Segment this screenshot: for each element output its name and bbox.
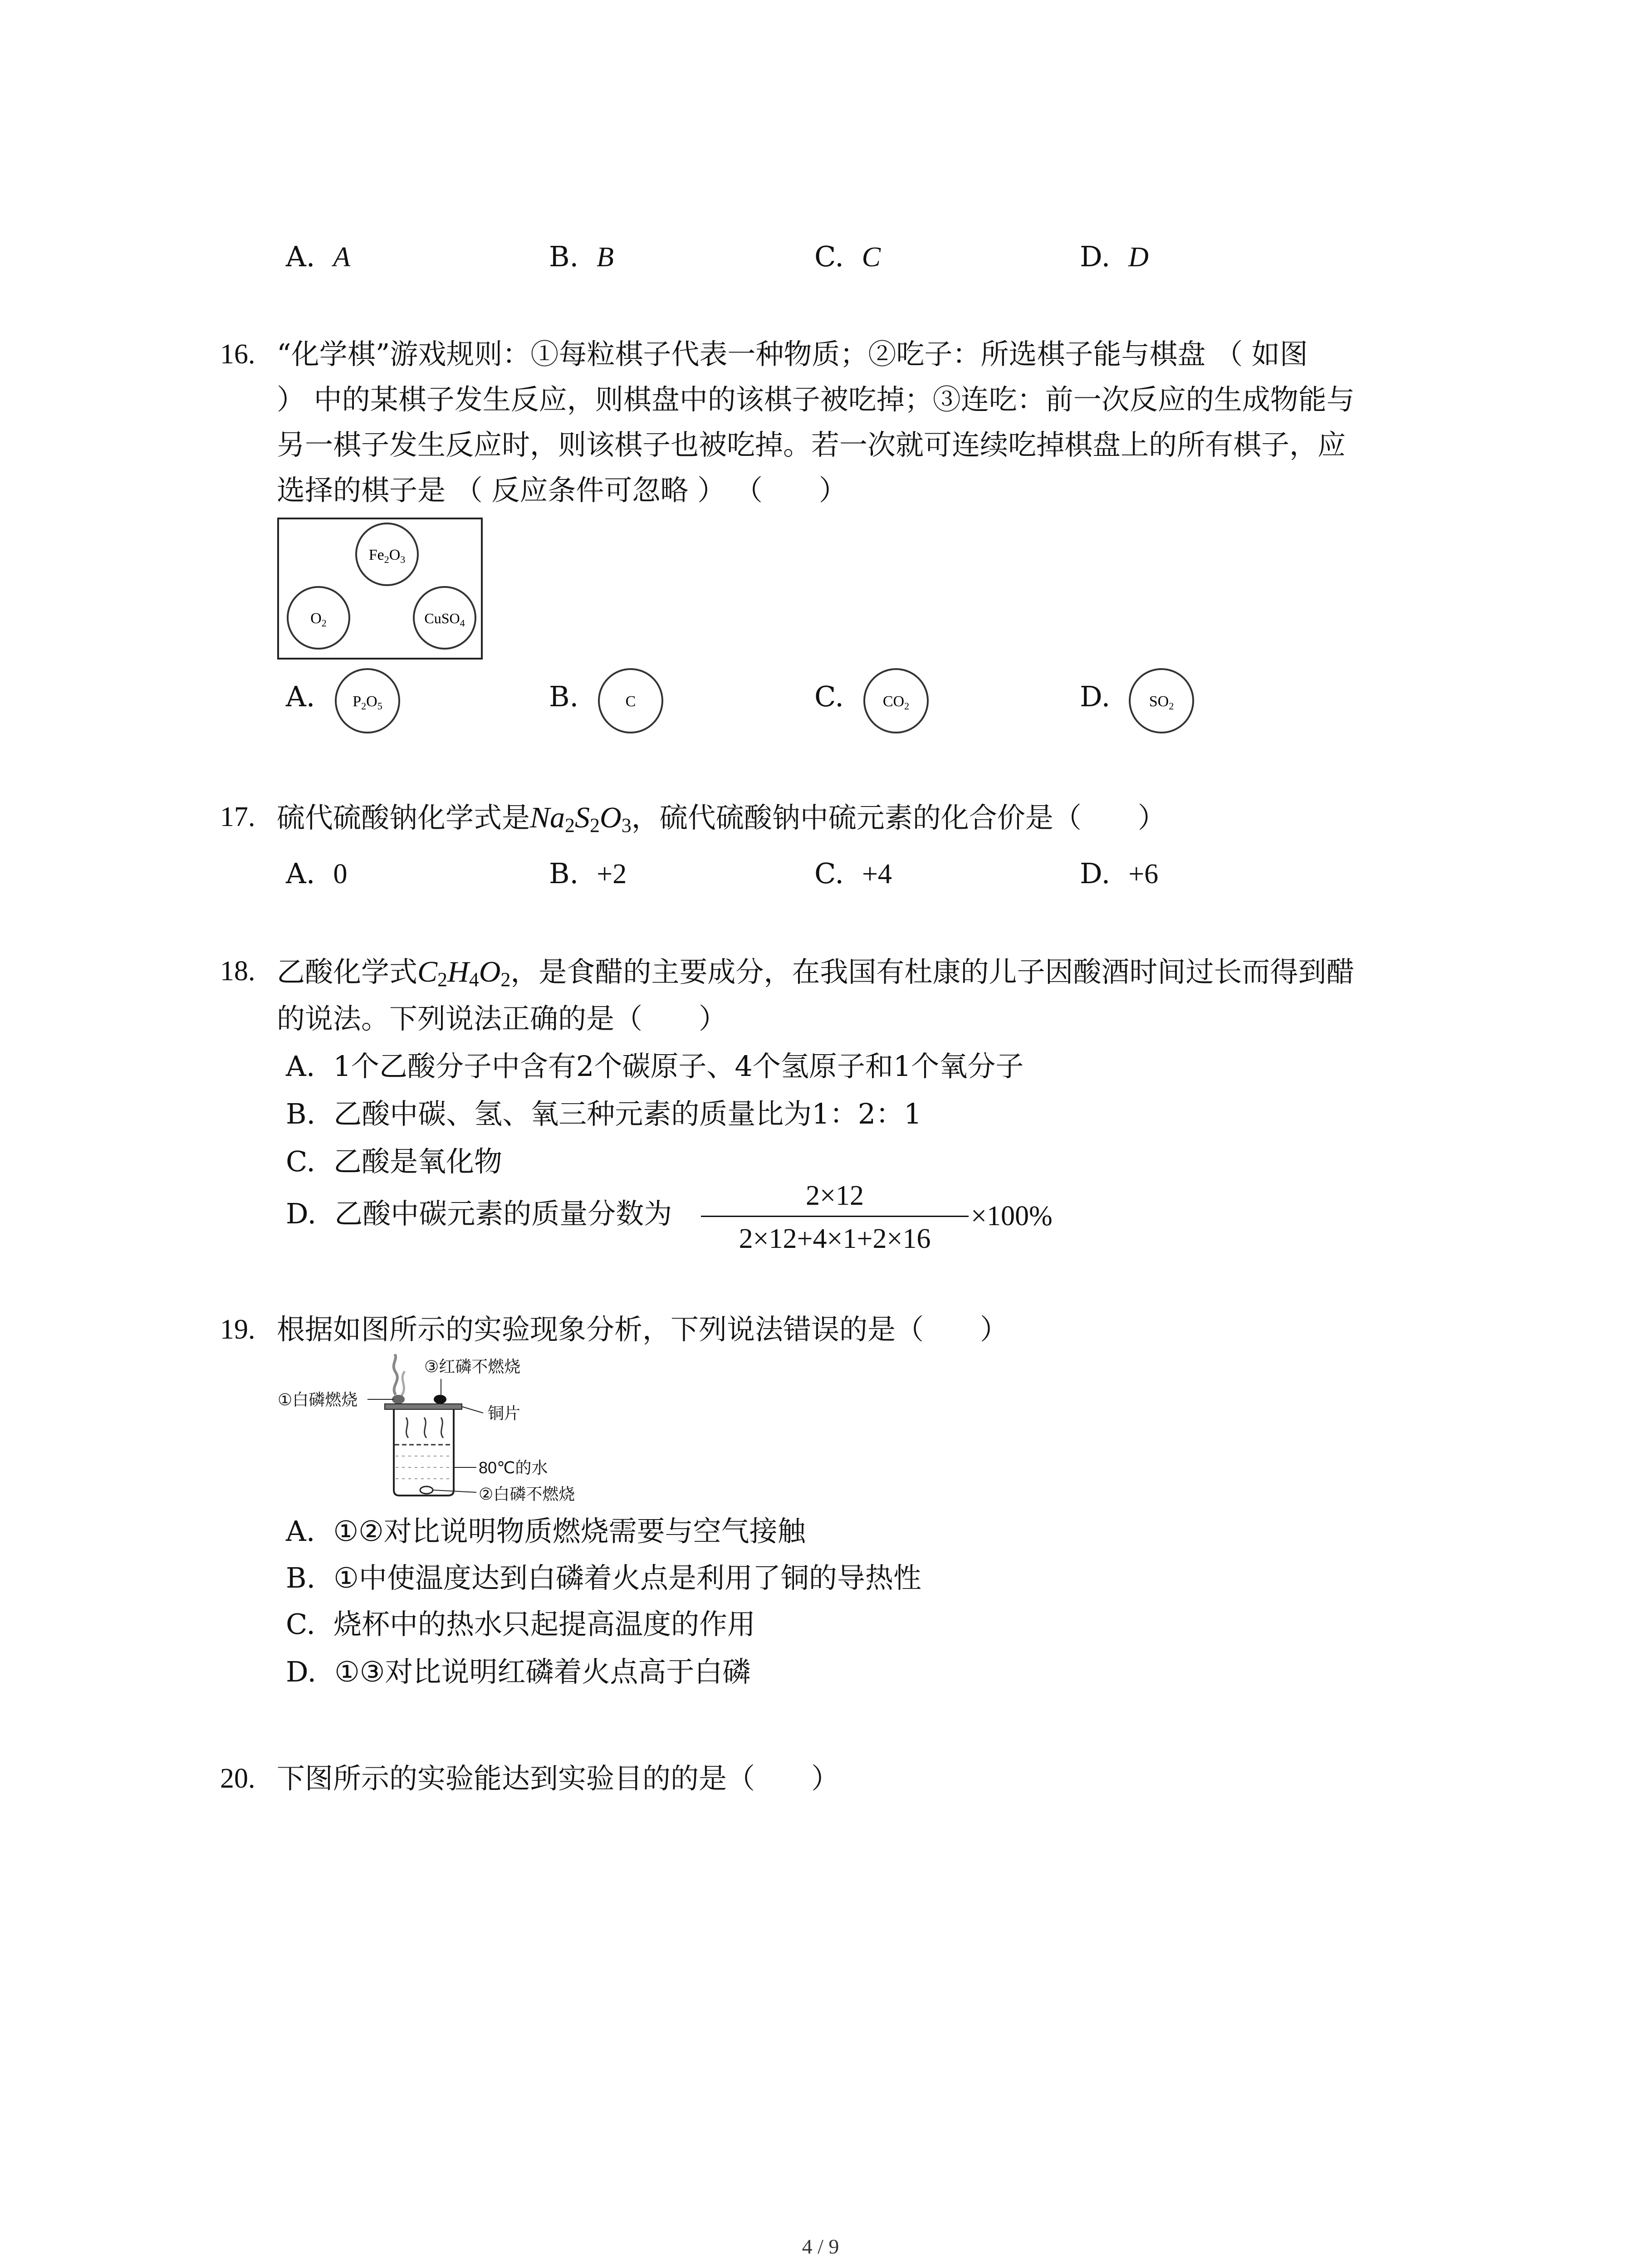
q18-formula: $C_2H_4O_2$ [417,955,511,991]
q16-option-b-letter: B. [549,680,579,713]
q19-option-c [286,1608,755,1641]
q16-number: 16. [220,339,255,370]
q15-option-d-text: D [1128,242,1149,273]
q19-option-d [286,1655,751,1688]
q18-option-b-letter: B. [286,1097,316,1130]
q17-option-a-text: 0 [333,859,348,890]
q15-option-b-text: B [597,242,614,273]
q18-stem [277,957,1354,990]
q18-line-2: 的说法。下列说法正确的是（ ） [277,1002,727,1035]
q19-option-a [286,1515,806,1548]
q16-line-1: “化学棋”游戏规则：①每粒棋子代表一种物质；②吃子：所选棋子能与棋盘 （ 如图 [277,337,1308,371]
q16-option-a-piece [331,667,404,735]
q18-option-b [286,1097,922,1130]
q18-option-c [286,1145,502,1178]
q19-label-red-phosphorus: ③红磷不燃烧 [424,1357,521,1376]
q19-white-phosphorus-burning [392,1395,405,1404]
q19-red-phosphorus [434,1395,446,1404]
q17-formula: $Na_2S_2O_3$ [530,801,632,836]
q15-option-c-text: C [862,242,881,273]
q19-stem: 根据如图所示的实验现象分析，下列说法错误的是（ ） [277,1313,1009,1346]
q17-option-d [1080,857,1159,890]
q15-option-d-letter: D. [1080,240,1111,273]
q17-option-c-letter: C. [814,857,844,890]
q16-board-label-left: $O_2$ [310,610,327,629]
q18-fraction-denominator: 2×12+4×1+2×16 [739,1223,931,1254]
q19-label-white-phosphorus-burns: ①白磷燃烧 [278,1390,358,1409]
q16-option-b-piece [594,667,667,735]
q18-option-a-text: 1个乙酸分子中含有2个碳原子、4个氢原子和1个氧分子 [333,1050,1024,1083]
q16-board-label-top: $Fe_2O_3$ [368,547,406,565]
q17-option-a [286,857,348,890]
q18-stem-before: 乙酸化学式 [277,955,418,988]
q17-option-c-text: +4 [862,859,892,890]
q19-option-d-text: ①③对比说明红磷着火点高于白磷 [334,1655,751,1688]
q16-line-4: 选择的棋子是 （ 反应条件可忽略 ） （ ） [277,474,847,507]
q19-label-water: 80℃的水 [479,1458,548,1477]
q18-option-d [286,1197,672,1230]
q18-number: 18. [220,956,255,987]
q17-option-d-letter: D. [1080,857,1111,890]
q16-option-a-label: $P_2O_5$ [353,693,382,712]
q16-option-d-piece [1125,667,1198,735]
q20-number: 20. [220,1763,255,1794]
q17-option-d-text: +6 [1128,859,1159,890]
q19-beaker [394,1409,454,1496]
q18-option-b-text: 乙酸中碳、氢、氧三种元素的质量比为1：2：1 [333,1097,922,1130]
q15-option-a-text: A [333,242,351,273]
q15-option-d [1080,240,1149,273]
q18-option-a [286,1050,1024,1083]
page-number: 4 / 9 [802,2235,839,2258]
q17-option-c [814,857,892,890]
q19-label-white-phosphorus-no-burn: ②白磷不燃烧 [479,1485,575,1503]
q19-option-d-letter: D. [286,1655,317,1688]
q19-option-a-text: ①②对比说明物质燃烧需要与空气接触 [333,1515,806,1548]
q17-option-a-letter: A. [286,857,315,890]
q17-option-b-text: +2 [597,859,627,890]
q20-stem: 下图所示的实验能达到实验目的的是（ ） [277,1762,840,1795]
q16-line-3: 另一棋子发生反应时，则该棋子也被吃掉。若一次就可连续吃掉棋盘上的所有棋子，应 [277,428,1346,461]
q19-option-b-text: ①中使温度达到白磷着火点是利用了铜的导热性 [333,1561,921,1594]
q17-stem-after: ，硫代硫酸钠中硫元素的化合价是（ ） [631,801,1166,834]
q18-option-a-letter: A. [286,1050,315,1083]
q15-option-b [549,240,614,273]
q16-board-figure [277,517,483,660]
q19-smoke [394,1354,397,1395]
q18-option-d-text: 乙酸中碳元素的质量分数为 [334,1197,672,1230]
q19-number: 19. [220,1314,255,1345]
q18-fraction-numerator: 2×12 [806,1180,864,1211]
q17-stem-before: 硫代硫酸钠化学式是 [277,801,530,834]
q16-option-c-letter: C. [814,680,844,713]
q15-option-c [814,240,881,273]
q19-option-b [286,1561,921,1594]
q16-option-d-letter: D. [1080,680,1111,713]
q17-number: 17. [220,802,255,832]
q15-option-c-letter: C. [814,240,844,273]
q16-option-b-label: C [625,693,636,710]
q18-fraction-suffix: ×100% [971,1201,1053,1232]
q19-white-phosphorus-submerged [420,1486,433,1494]
q16-option-c-piece [860,667,932,735]
q15-option-b-letter: B. [549,240,579,273]
q15-option-a-letter: A. [286,240,315,273]
q16-option-a-letter: A. [286,680,315,713]
q16-option-d-label: $SO_2$ [1149,693,1174,712]
q17-stem [277,803,1166,836]
q19-option-b-letter: B. [286,1561,316,1594]
q16-board-label-right: CuSO$_4$ [424,610,465,629]
q19-option-a-letter: A. [286,1515,315,1548]
q16-line-2: ） 中的某棋子发生反应，则棋盘中的该棋子被吃掉；③连吃：前一次反应的生成物能与 [277,383,1355,416]
q19-copper-plate [385,1404,462,1409]
q16-option-c-label: $CO_2$ [882,693,910,712]
q18-stem-after: ，是食醋的主要成分，在我国有杜康的儿子因酸酒时间过长而得到醋 [510,955,1355,988]
q17-option-b [549,857,627,890]
q19-option-c-letter: C. [286,1608,315,1641]
q18-option-c-letter: C. [286,1145,315,1178]
q18-option-c-text: 乙酸是氧化物 [333,1145,502,1178]
q18-option-d-letter: D. [286,1197,317,1230]
q18-fraction-bar [701,1216,969,1217]
q19-label-copper: 铜片 [488,1404,521,1422]
q17-option-b-letter: B. [549,857,579,890]
q19-option-c-text: 烧杯中的热水只起提高温度的作用 [333,1608,755,1641]
q15-option-a [286,240,351,273]
